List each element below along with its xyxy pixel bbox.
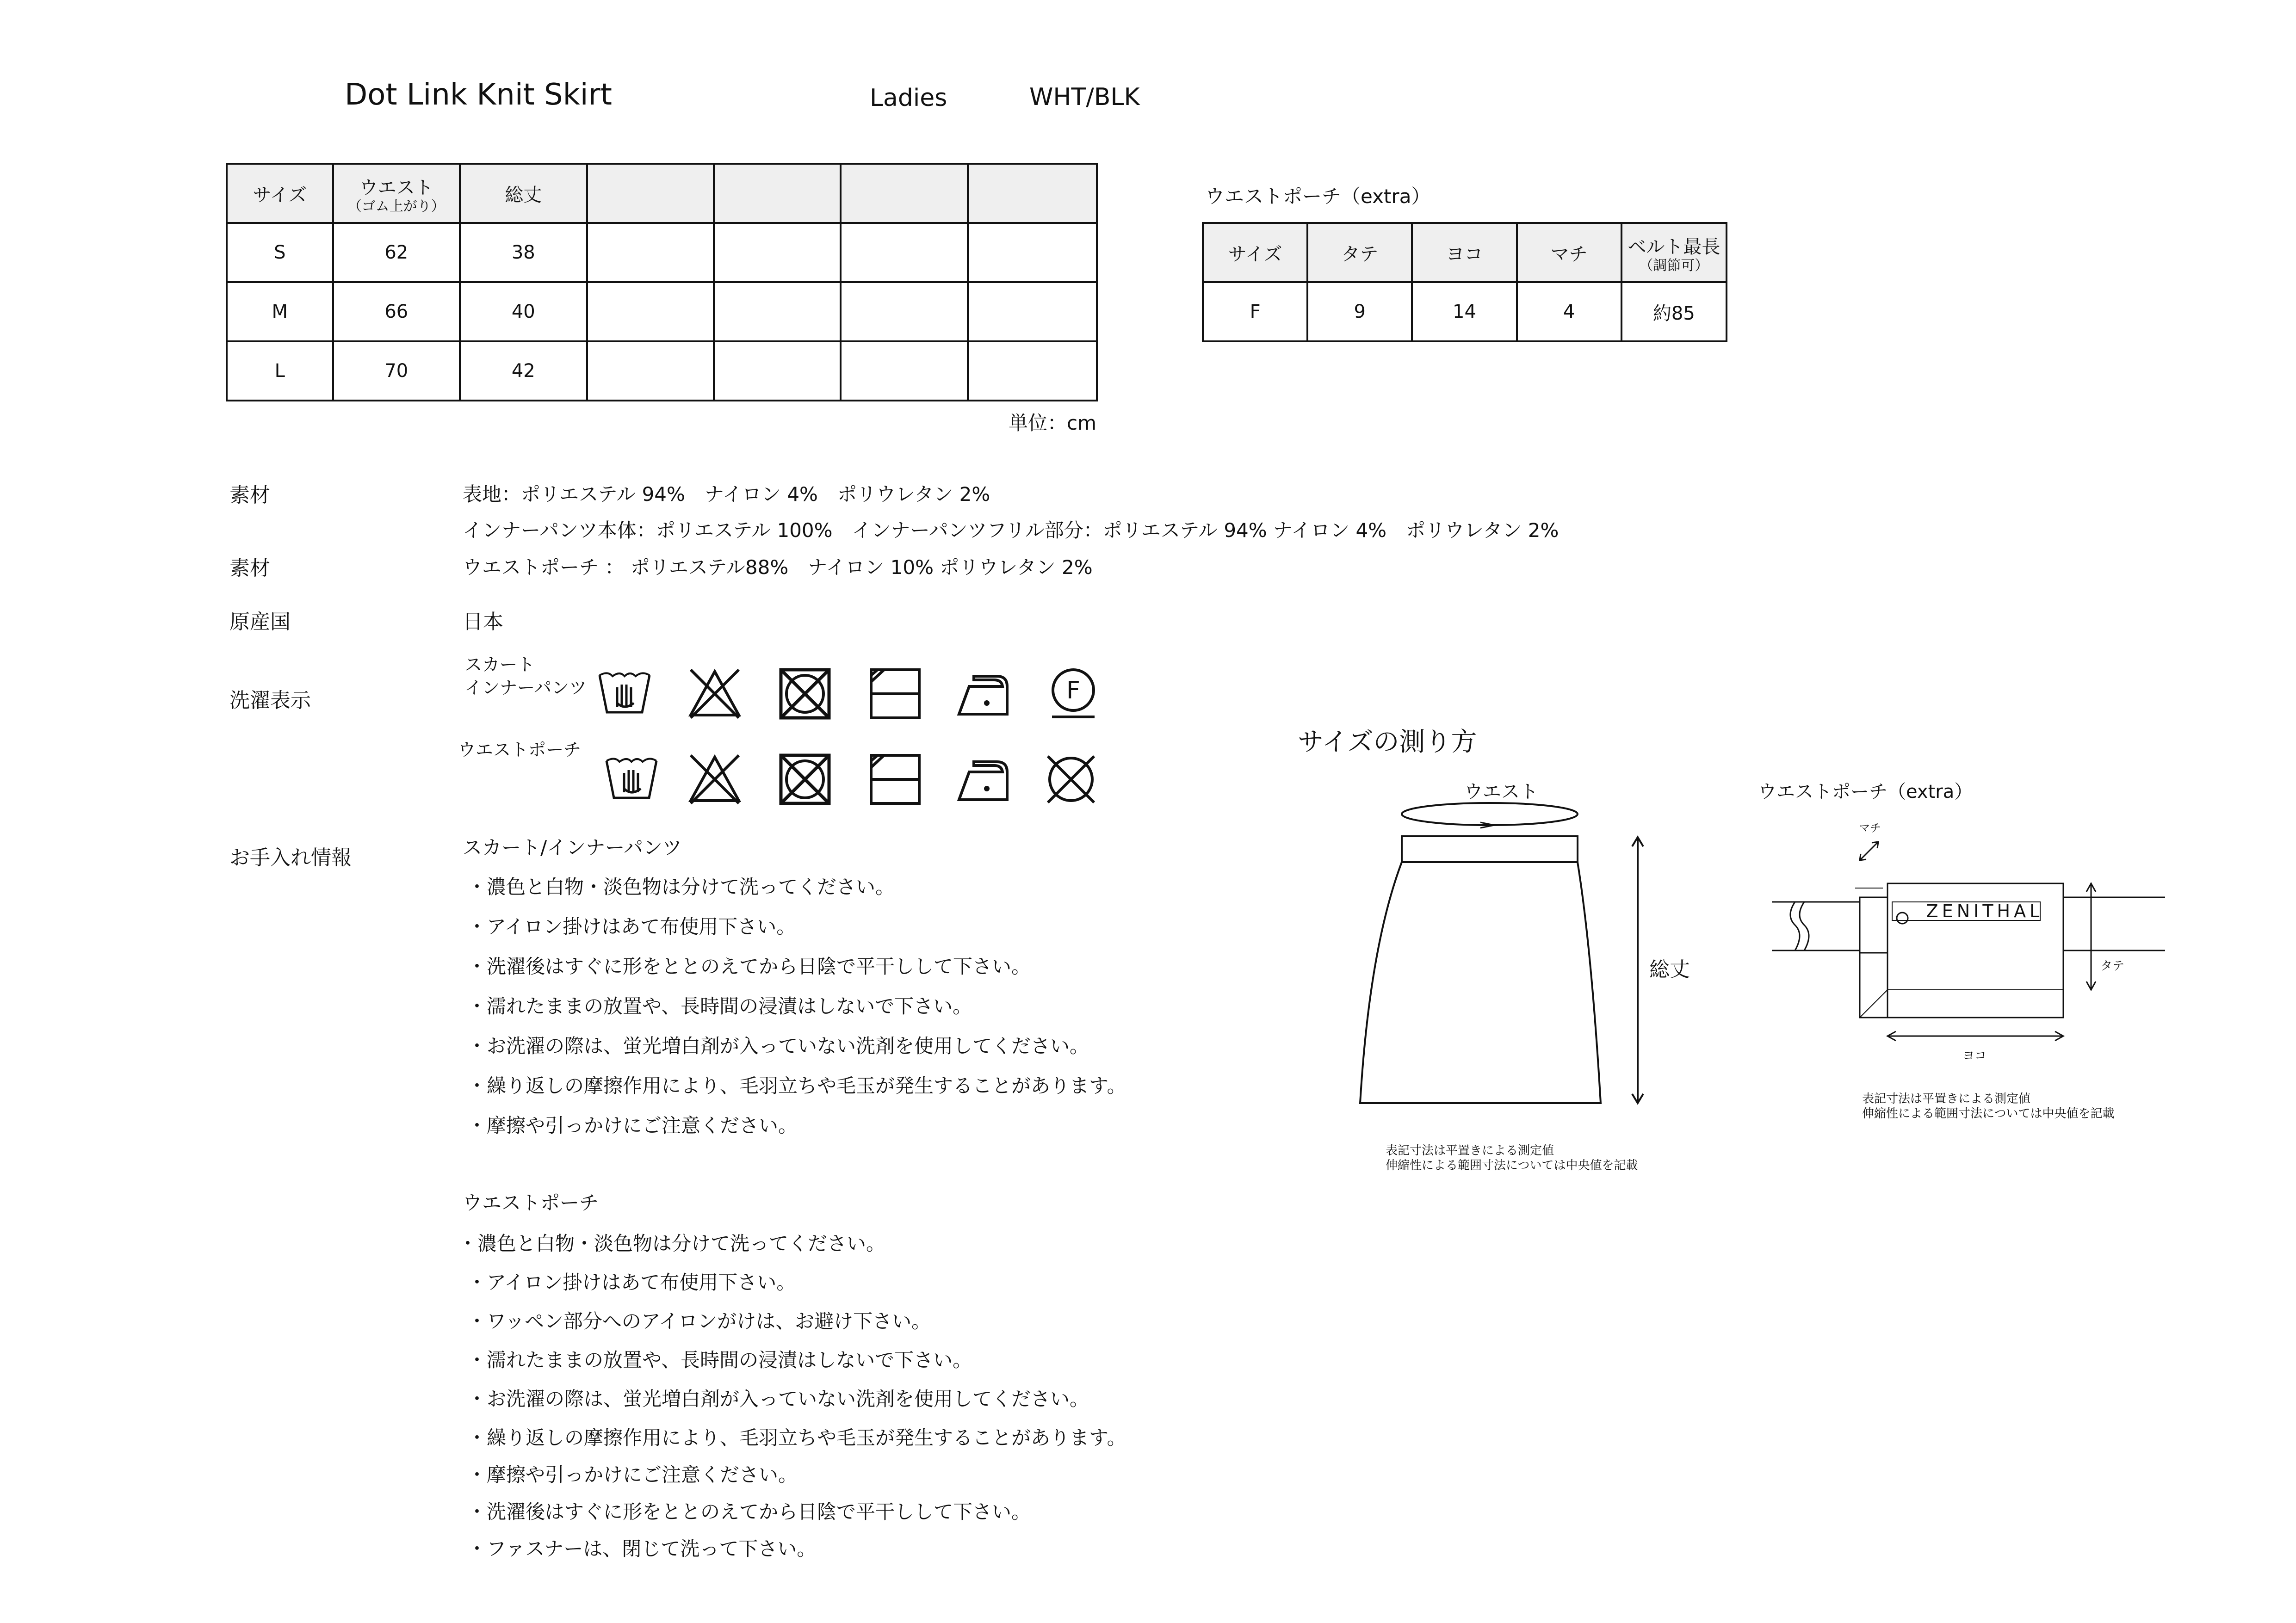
table-row [1203,282,1727,341]
cell: 38 [460,223,587,282]
cell [587,223,714,282]
pouch-table [1202,222,1727,342]
pouch-machi-label: マチ [1859,821,1881,834]
header-size: サイズ [1203,223,1307,282]
pouch-note: 表記寸法は平置きによる測定値 [1862,1092,2031,1106]
list-item: ・濡れたままの放置や、長時間の浸漬はしないで下さい。 [467,1349,972,1371]
cell: S [227,223,333,282]
list-item: ・アイロン掛けはあて布使用下さい。 [467,1271,796,1294]
cell [714,282,841,341]
cell [968,282,1097,341]
list-item: ・ファスナーは、閉じて洗って下さい。 [467,1537,817,1560]
washing-group-pouch: ウエストポーチ [458,740,582,760]
skirt-diagram [1342,763,1665,1124]
cell [841,341,967,401]
header-width: ヨコ [1412,223,1516,282]
list-item: ・摩擦や引っかけにご注意ください。 [467,1463,798,1486]
list-item: ・洗濯後はすぐに形をととのえてから日陰で平干しして下さい。 [467,1500,1031,1523]
washing-group-skirt [464,653,587,699]
product-name: Dot Link Knit Skirt [345,78,612,112]
care-skirt-title: スカート/インナーパンツ [463,836,682,859]
dry-clean-f-icon [1046,666,1101,722]
care-pouch-title: ウエストポーチ [463,1191,599,1214]
cell: F [1203,282,1307,341]
cell: 14 [1412,282,1516,341]
cell [841,282,967,341]
care-pouch-list [458,1228,1126,1571]
cell [714,223,841,282]
header-waist-label: ウエスト [359,177,433,198]
header-size: サイズ [227,164,333,223]
iron-low-icon [955,666,1011,722]
table-row [227,282,1097,341]
cell: 4 [1517,282,1621,341]
material-label: 素材 [229,483,270,507]
dry-clean-letter: F [1066,677,1080,704]
list-item: ・濡れたままの放置や、長時間の浸漬はしないで下さい。 [467,995,972,1018]
care-label: お手入れ情報 [229,846,352,870]
list-item: ・濃色と白物・淡色物は分けて洗ってください。 [458,1232,886,1255]
skirt-waist-label: ウエスト [1464,781,1538,802]
list-item: ・お洗濯の際は、蛍光増白剤が入っていない洗剤を使用してください。 [467,1035,1089,1057]
header-empty [968,164,1097,223]
header-empty [841,164,967,223]
cell [841,223,967,282]
pouch-tate-label: タテ [2100,959,2125,973]
list-item: ・ワッペン部分へのアイロンがけは、お避け下さい。 [467,1310,931,1333]
hand-wash-icon [604,752,659,807]
list-item: ・お洗濯の際は、蛍光増白剤が入っていない洗剤を使用してください。 [467,1388,1089,1410]
header-length: 総丈 [460,164,587,223]
washing-group-line: インナーパンツ [464,678,587,698]
table-row [227,341,1097,401]
header-empty [714,164,841,223]
care-skirt-list [467,872,1126,1150]
list-item: ・摩擦や引っかけにご注意ください。 [467,1114,798,1137]
line-dry-shade-icon [867,666,923,722]
cell: 40 [460,282,587,341]
cell [968,223,1097,282]
pouch-diagram [1767,833,2165,1064]
header-waist-sub: （ゴム上がり） [347,198,445,215]
cell [714,341,841,401]
cell: 9 [1307,282,1412,341]
line-dry-shade-icon [867,752,923,807]
cell [587,341,714,401]
skirt-length-label: 総丈 [1649,958,1690,981]
list-item: ・繰り返しの摩擦作用により、毛羽立ちや毛玉が発生することがあります。 [467,1074,1126,1097]
list-item: ・洗濯後はすぐに形をととのえてから日陰で平干しして下さい。 [467,955,1031,978]
header-belt [1621,223,1727,282]
list-item: ・アイロン掛けはあて布使用下さい。 [467,915,796,938]
iron-low-icon [955,752,1011,807]
washing-group-line: スカート [464,654,535,675]
skirt-note: 伸縮性による範囲寸法については中央値を記載 [1386,1159,1638,1173]
pouch-note: 伸縮性による範囲寸法については中央値を記載 [1862,1107,2115,1121]
cell: 62 [333,223,460,282]
cell: 42 [460,341,587,401]
pouch-yoko-label: ヨコ [1962,1049,1987,1063]
measure-title: サイズの測り方 [1298,727,1477,757]
washing-label: 洗濯表示 [229,689,311,712]
gender-label: Ladies [870,84,947,112]
header-depth: マチ [1517,223,1621,282]
pouch-brand-label: ZENITHAL [1926,901,2043,921]
unit-label: 単位：cm [1009,412,1097,434]
cell: 70 [333,341,460,401]
skirt-note: 表記寸法は平置きによる測定値 [1386,1144,1554,1158]
cell: M [227,282,333,341]
color-label: WHT/BLK [1029,83,1140,111]
material-line: 表地：ポリエステル 94% ナイロン 4% ポリウレタン 2% [463,483,990,506]
no-tumble-dry-icon [777,752,833,807]
no-bleach-icon [687,752,743,807]
list-item: ・濃色と白物・淡色物は分けて洗ってください。 [467,876,895,898]
header-height: タテ [1307,223,1412,282]
cell: 66 [333,282,460,341]
table-row [227,223,1097,282]
origin-label: 原産国 [229,610,291,634]
material-line: ウエストポーチ ： ポリエステル88% ナイロン 10% ポリウレタン 2% [463,556,1093,579]
header-empty [587,164,714,223]
hand-wash-icon [597,666,652,722]
cell: 約85 [1621,282,1727,341]
no-tumble-dry-icon [777,666,833,722]
no-dry-clean-icon [1043,752,1099,807]
cell [968,341,1097,401]
cell [587,282,714,341]
header-belt-sub: （調節可） [1639,257,1709,274]
cell: L [227,341,333,401]
header-belt-label: ベルト最長 [1628,236,1720,258]
pouch-table-caption: ウエストポーチ（extra） [1205,185,1431,208]
material-line: インナーパンツ本体：ポリエステル 100% インナーパンツフリル部分：ポリエステル 94% ナイロン 4% ポリウレタン 2% [463,519,1559,542]
no-bleach-icon [687,666,743,722]
size-table [226,163,1098,401]
pouch-diagram-title: ウエストポーチ（extra） [1758,781,1973,802]
material-label: 素材 [229,556,270,580]
header-waist [333,164,460,223]
origin-value: 日本 [463,610,503,634]
list-item: ・繰り返しの摩擦作用により、毛羽立ちや毛玉が発生することがあります。 [467,1426,1126,1449]
